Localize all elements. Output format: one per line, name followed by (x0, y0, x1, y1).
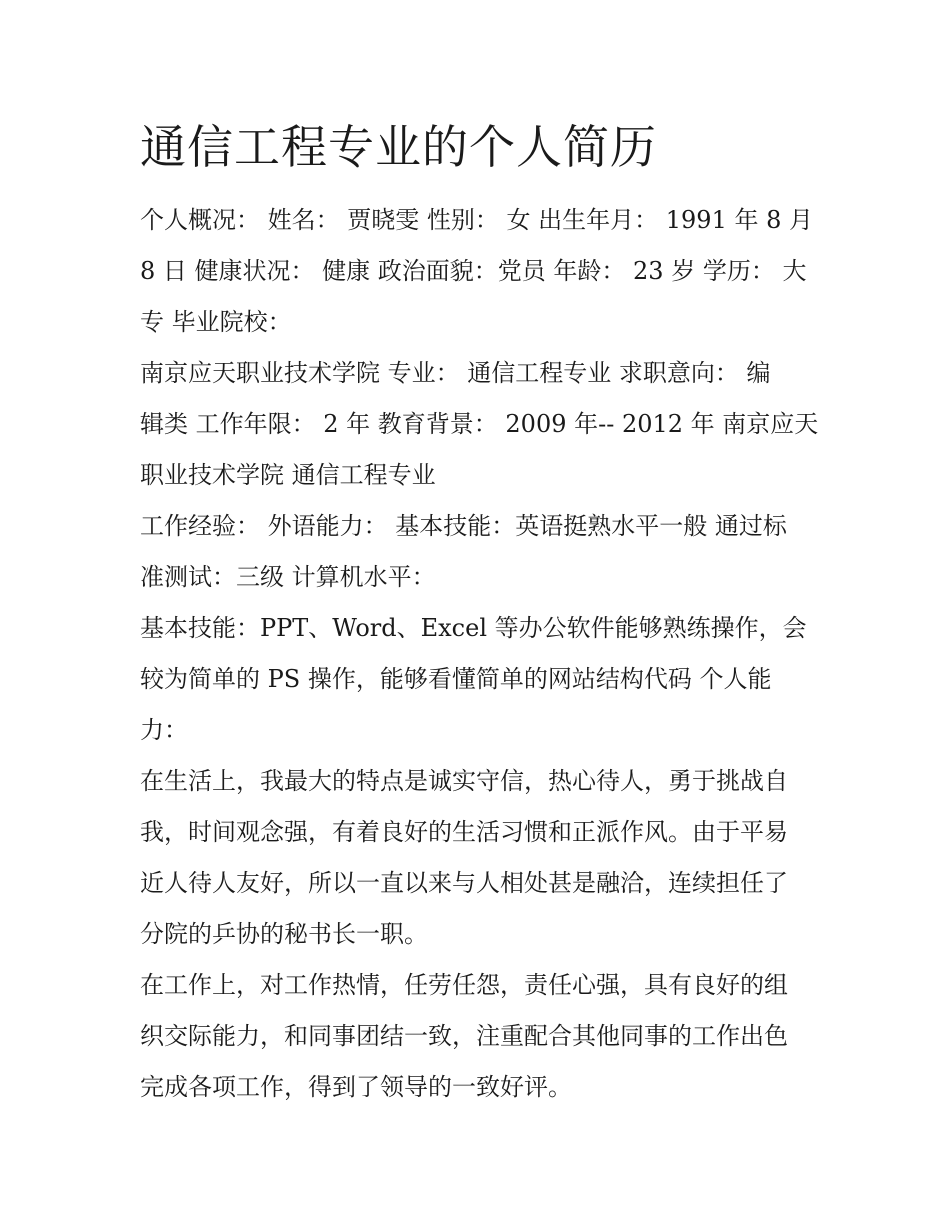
text-line: 辑类 工作年限： 2 年 教育背景： 2009 年-- 2012 年 南京应天 (140, 410, 819, 438)
document-title: 通信工程专业的个人简历 (140, 120, 657, 174)
paragraph-basic-skills (140, 603, 820, 756)
paragraph-education (140, 348, 820, 501)
text-line: 在工作上，对工作热情，任劳任怨，责任心强，具有良好的组 (140, 971, 788, 999)
text-line: 职业技术学院 通信工程专业 (140, 461, 436, 489)
paragraph-work (140, 960, 820, 1113)
text-line: 专 毕业院校： (140, 308, 292, 336)
paragraph-work-experience (140, 501, 820, 603)
document-body (140, 195, 820, 1113)
text-line: 在生活上，我最大的特点是诚实守信，热心待人，勇于挑战自 (140, 767, 788, 795)
text-line: 工作经验： 外语能力： 基本技能：英语挺熟水平一般 通过标 (140, 512, 787, 540)
paragraph-life (140, 756, 820, 960)
text-line: 力： (140, 716, 188, 744)
text-line: 完成各项工作，得到了领导的一致好评。 (140, 1073, 572, 1101)
text-line: 我，时间观念强，有着良好的生活习惯和正派作风。由于平易 (140, 818, 788, 846)
text-line: 个人概况： 姓名： 贾晓雯 性别： 女 出生年月： 1991 年 8 月 (140, 206, 814, 234)
text-line: 南京应天职业技术学院 专业： 通信工程专业 求职意向： 编 (140, 359, 771, 387)
text-line: 准测试：三级 计算机水平： (140, 563, 436, 591)
text-line: 织交际能力，和同事团结一致，注重配合其他同事的工作出色 (140, 1022, 788, 1050)
text-line: 基本技能：PPT、Word、Excel 等办公软件能够熟练操作，会 (140, 614, 807, 642)
paragraph-personal-overview (140, 195, 820, 348)
text-line: 8 日 健康状况： 健康 政治面貌：党员 年龄： 23 岁 学历： 大 (140, 257, 807, 285)
text-line: 较为简单的 PS 操作，能够看懂简单的网站结构代码 个人能 (140, 665, 772, 693)
text-line: 分院的乒协的秘书长一职。 (140, 920, 428, 948)
text-line: 近人待人友好，所以一直以来与人相处甚是融洽，连续担任了 (140, 869, 788, 897)
